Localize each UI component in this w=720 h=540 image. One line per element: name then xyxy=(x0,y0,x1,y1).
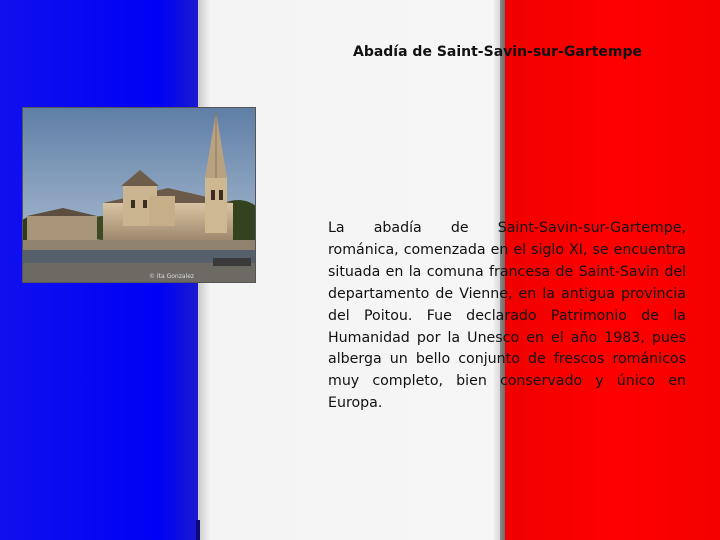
slide-title: Abadía de Saint-Savin-sur-Gartempe xyxy=(352,44,643,60)
photo-caption: © Ita Gonzalez xyxy=(149,273,195,280)
decorative-mark xyxy=(196,520,200,540)
slide-body-text: La abadía de Saint-Savin-sur-Gartempe, románica, comenzada en el siglo XI, se encuentra situada en la comuna francesa de Saint-Savin del departamento de Vienne, en la antigua provincia del Poitou. Fue declarado Patrimonio de la Humanidad por la Unesco en el año 1983, pues alberga un bello conjunto de frescos románicos muy completo, bien conservado y único en Europa. xyxy=(328,220,686,412)
abbey-photo xyxy=(22,107,256,283)
